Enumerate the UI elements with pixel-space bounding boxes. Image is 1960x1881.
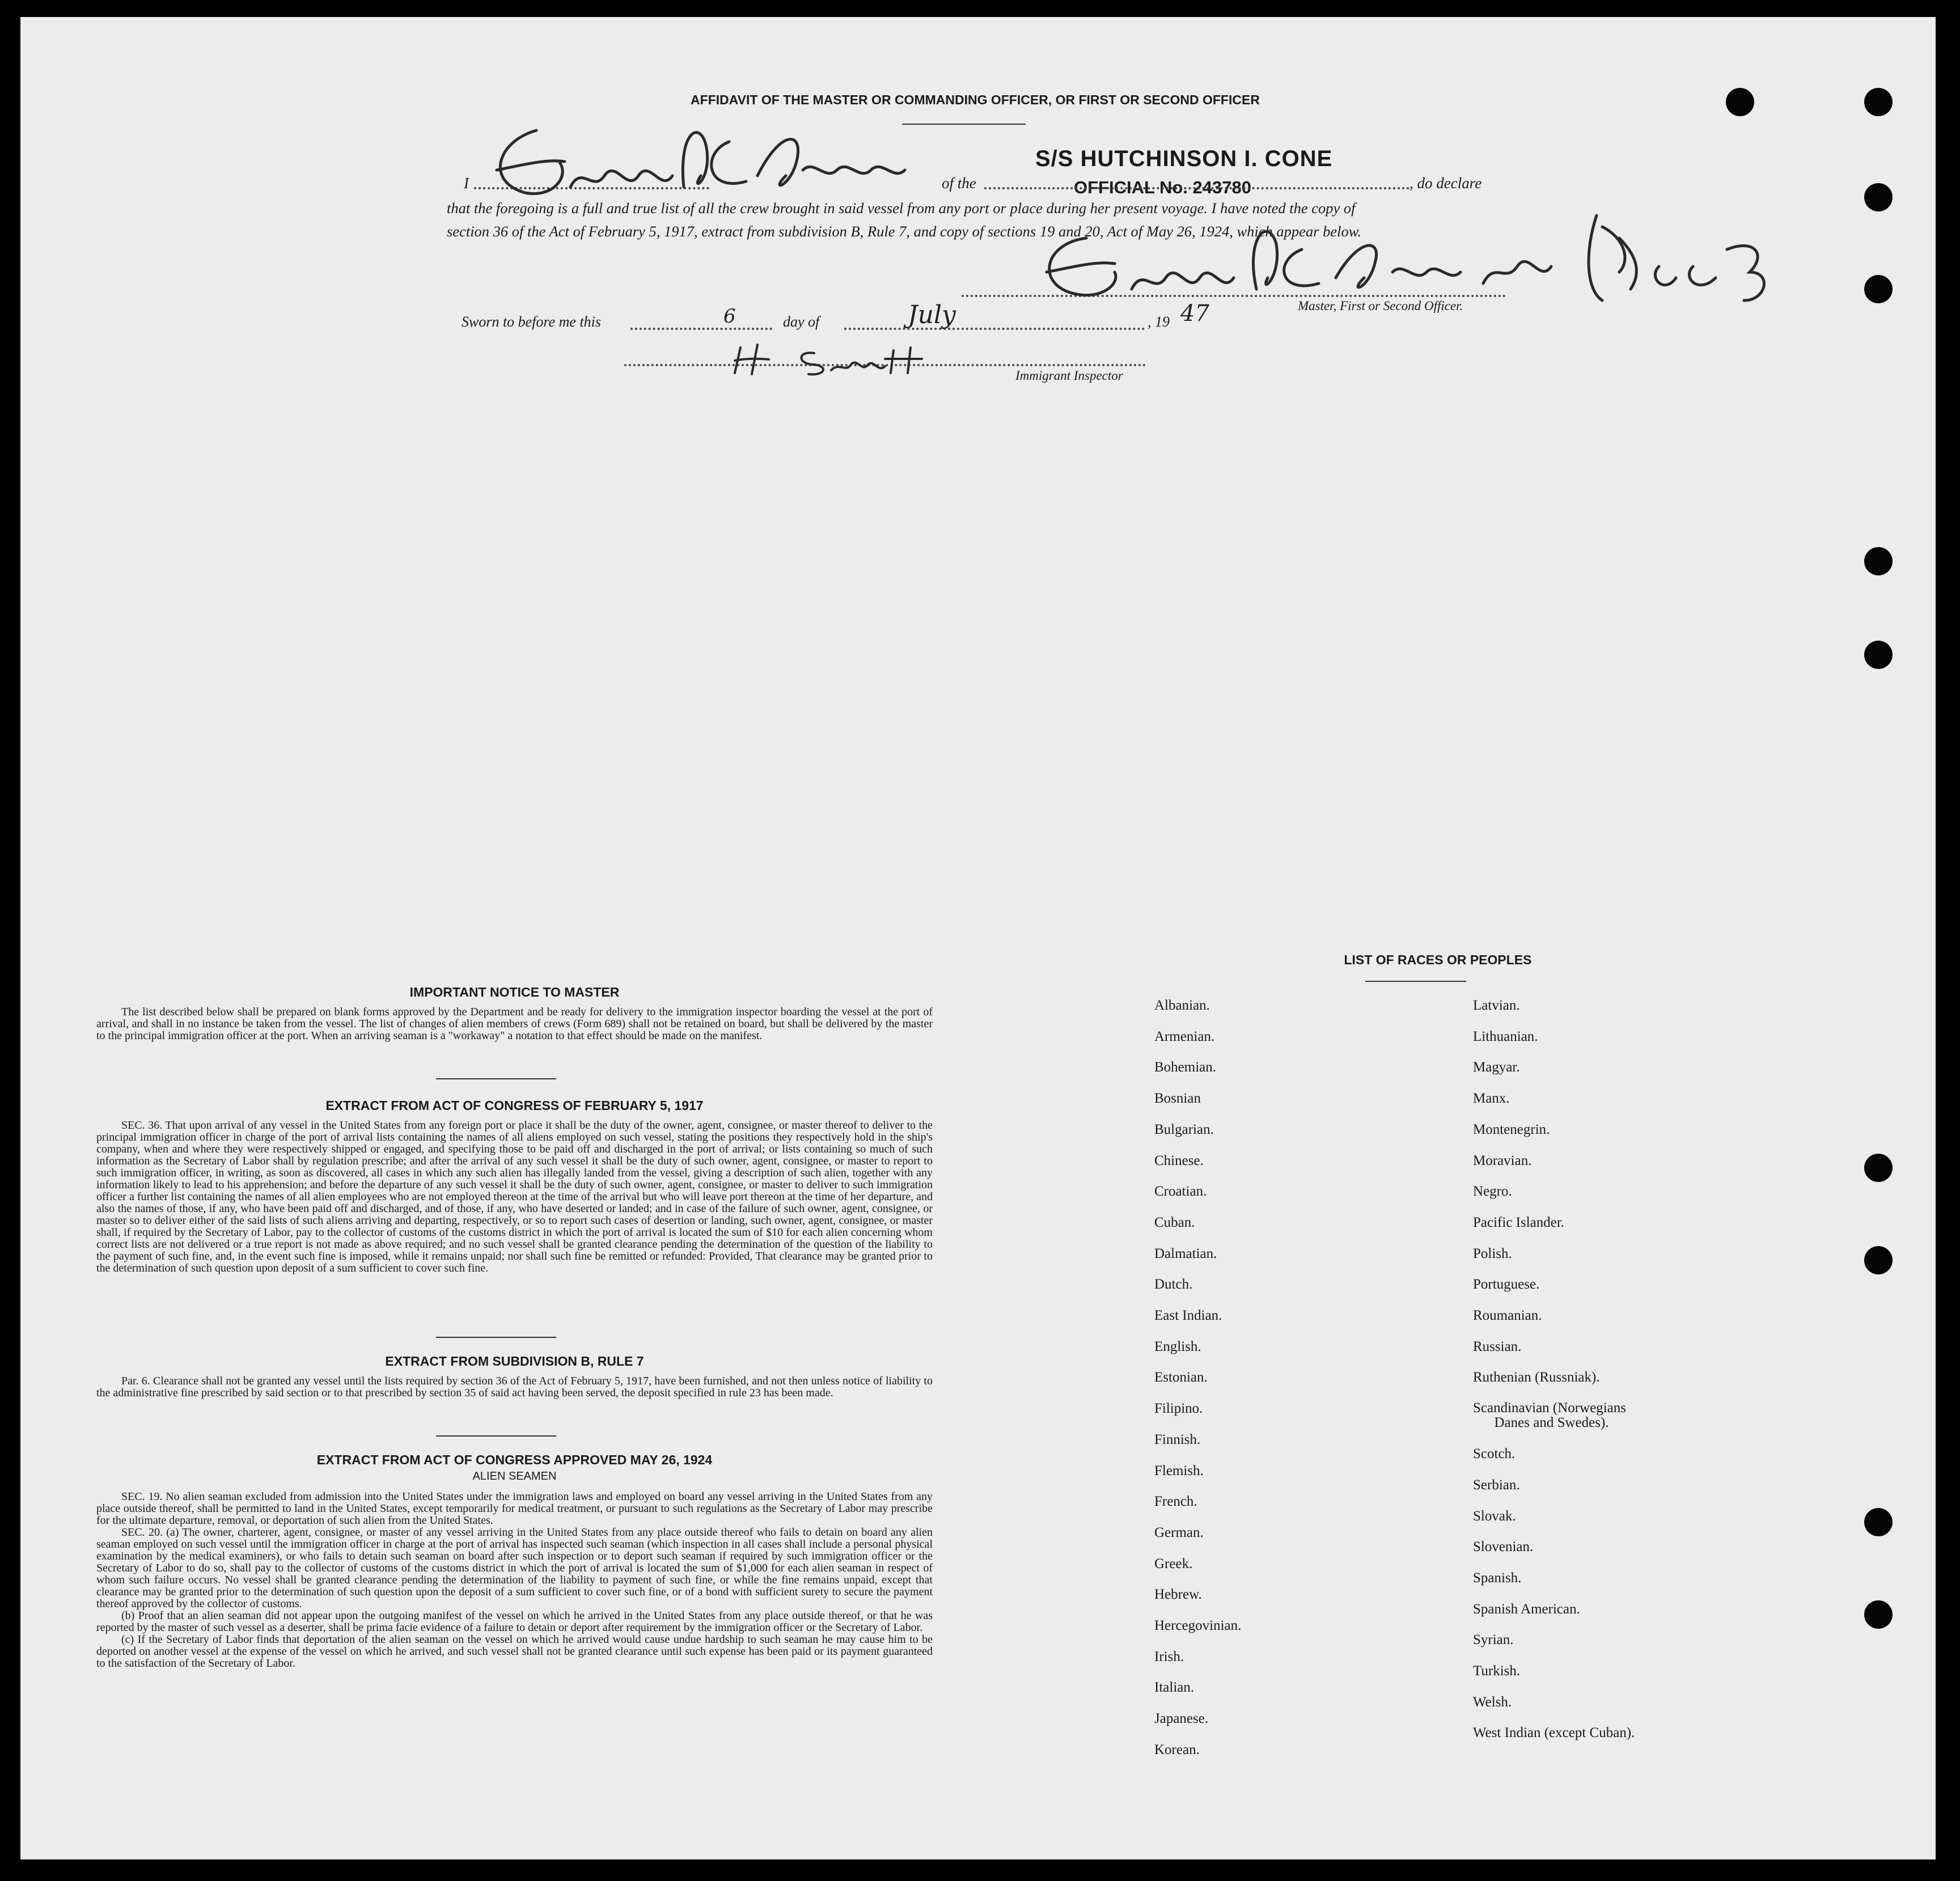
declaration-of-the: of the (942, 175, 976, 192)
divider (436, 1337, 556, 1338)
race-list-item: Russian. (1473, 1338, 1522, 1354)
race-list-item: Croatian. (1154, 1184, 1207, 1200)
race-list-item: Greek. (1154, 1556, 1193, 1571)
alien-seamen-subheading: ALIEN SEAMEN (472, 1470, 557, 1482)
race-list-item: Ruthenian (Russniak). (1473, 1370, 1600, 1386)
sworn-label: Sworn to before me this (462, 314, 602, 330)
race-list-item: Turkish. (1473, 1663, 1521, 1679)
race-list-item: Slovak. (1473, 1508, 1516, 1524)
race-list-item: Chinese. (1154, 1153, 1204, 1168)
extract-1917-body (96, 1120, 933, 1274)
race-list-item: Bosnian (1154, 1091, 1201, 1107)
race-list-item: French. (1154, 1494, 1197, 1510)
race-list-item: Hebrew. (1154, 1587, 1202, 1603)
race-list-item: Welsh. (1473, 1694, 1512, 1710)
race-list-item: Finnish. (1154, 1431, 1201, 1447)
race-list-item: Negro. (1473, 1184, 1512, 1200)
month-value: July (908, 300, 956, 329)
race-list-item: Portuguese. (1473, 1277, 1540, 1293)
race-list-item: Flemish. (1154, 1463, 1204, 1478)
inspector-label: Immigrant Inspector (1015, 368, 1123, 383)
race-list-item: Serbian. (1473, 1477, 1520, 1493)
day-fill-line (630, 328, 772, 330)
declaration-line-2: that the foregoing is a full and true list of all the crew brought in said vessel from any port or place during her present voyage. I have noted the copy of (447, 200, 1356, 217)
master-signature-handwriting (1018, 204, 1812, 312)
notice-body (96, 1006, 933, 1042)
race-list-item: Manx. (1473, 1091, 1510, 1107)
extract-1924-heading: EXTRACT FROM ACT OF CONGRESS APPROVED MAY 26, 1924 (316, 1452, 713, 1467)
race-list-item: West Indian (except Cuban). (1473, 1725, 1635, 1741)
race-list-item: Bulgarian. (1154, 1121, 1214, 1137)
declaration-do-declare: , do declare (1409, 175, 1482, 192)
race-list-item: Dutch. (1154, 1277, 1193, 1293)
year-value: 47 (1180, 300, 1209, 327)
race-list-item: Spanish American. (1473, 1601, 1580, 1617)
rule-7-body (96, 1375, 933, 1399)
race-list-item: Polish. (1473, 1245, 1512, 1261)
race-list-item: Italian. (1154, 1680, 1195, 1696)
race-list-item: Latvian. (1473, 998, 1520, 1013)
race-list-item: Pacific Islander. (1473, 1214, 1565, 1230)
notice-heading: IMPORTANT NOTICE TO MASTER (409, 985, 620, 999)
punch-hole (1864, 88, 1893, 116)
inspector-signature-handwriting (729, 339, 933, 379)
punch-hole (1726, 88, 1754, 116)
punch-hole (1864, 275, 1893, 303)
section-19-paragraph: SEC. 19. No alien seaman excluded from admission into the United States under the immigration laws and employed on board any vessel arriving in the United States from any place outside thereof, shall be permitted to land in the United States, except temporarily for medical treatment, or pursuant to such regulations as the Secretary of Labor may prescribe for the ultimate departure, removal, or deportation of such alien from the United States. (96, 1490, 933, 1527)
race-list-item: Scandinavian (Norwegians Danes and Swedes). (1473, 1400, 1627, 1431)
race-list-item: Estonian. (1154, 1370, 1208, 1386)
master-label: Master, First or Second Officer. (1298, 299, 1463, 313)
race-list-item: Albanian. (1154, 998, 1210, 1013)
race-list-item: Filipino. (1154, 1401, 1203, 1417)
race-list-item: Roumanian. (1473, 1308, 1542, 1323)
day-of-label: day of (783, 314, 820, 330)
race-list-item: German. (1154, 1524, 1204, 1540)
day-value: 6 (723, 305, 736, 328)
divider (1365, 981, 1466, 982)
extract-1917-heading: EXTRACT FROM ACT OF CONGRESS OF FEBRUARY 5, 1917 (325, 1098, 704, 1113)
divider (436, 1078, 556, 1079)
race-list-item: Bohemian. (1154, 1060, 1217, 1075)
section-20b-paragraph: (b) Proof that an alien seaman did not appear upon the outgoing manifest of the vessel on which he arrived in the United States from any place outside thereof, or that he was reported by the master of such vessel as a deserter, shall be prima facie evidence of a failure to detain or deport after requirement by the immigration officer or the Secretary of Labor. (96, 1609, 933, 1634)
punch-hole (1864, 1246, 1893, 1274)
divider (436, 1435, 556, 1437)
vessel-stamp: S/S HUTCHINSON I. CONE (1035, 146, 1333, 171)
document-page (20, 17, 1936, 1859)
race-list-item: Lithuanian. (1473, 1028, 1538, 1044)
paragraph-6: Par. 6. Clearance shall not be granted any vessel until the lists required by section 36 of the Act of February 5, 1917, have been furnished, and not then unless notice of liability to the administrative fine prescribed by said section or to that prescribed by section 35 of said act having been served, the deposit specified in rule 23 has been made. (96, 1375, 933, 1399)
race-list-item: Cuban. (1154, 1214, 1195, 1230)
punch-hole (1864, 1600, 1893, 1629)
race-list-item: English. (1154, 1338, 1201, 1354)
race-list-item: Dalmatian. (1154, 1245, 1217, 1261)
race-list-item: Korean. (1154, 1742, 1200, 1757)
rule-7-heading: EXTRACT FROM SUBDIVISION B, RULE 7 (385, 1354, 644, 1369)
punch-hole (1864, 1508, 1893, 1536)
official-number-stamp: OFFICIAL No. 243780 (1074, 177, 1251, 197)
punch-hole (1864, 641, 1893, 669)
declaration-i: I (464, 175, 469, 192)
race-list-item: Moravian. (1473, 1153, 1532, 1168)
race-list-item: Syrian. (1473, 1632, 1514, 1648)
master-signature-handwriting (463, 108, 1030, 215)
extract-1924-body (96, 1491, 933, 1670)
section-20a-paragraph: SEC. 20. (a) The owner, charterer, agent, consignee, or master of any vessel arriving in the United States from any place outside thereof who fails to detain on board any alien seaman employed on such vessel until the immigration officer in charge at the port of arrival has inspected such seaman (which inspection in all cases shall include a personal physical examination by the medical examiners), or who fails to detain such seaman on board after such inspection or to deport such seaman if required by such immigration officer or the Secretary of Labor to do so, shall pay to the collector of customs of the customs district in which the port of arrival is located the sum of $1,000 for each alien seaman in respect of whom such failure occurs. No vessel shall be granted clearance pending the determination of the liability to payment of such fine, or while the fine remains unpaid, except that clearance may be granted prior to the determination of such question upon the deposit of a sum sufficient to cover such fine, or of a bond with sufficient surety to secure the payment thereof approved by the collector of customs. (96, 1526, 933, 1610)
race-list-item: East Indian. (1154, 1308, 1222, 1323)
month-fill-line (844, 328, 1145, 330)
race-list-item: Hercegovinian. (1154, 1618, 1242, 1633)
punch-hole (1864, 547, 1893, 575)
race-list-item: Armenian. (1154, 1028, 1215, 1044)
notice-paragraph: The list described below shall be prepared on blank forms approved by the Department and be ready for delivery to the immigration inspector boarding the vessel at the port of arrival, and shall in no instance be taken from the vessel. The list of changes of alien members of crews (Form 689) shall not be retained on board, but shall be delivered by the master to the principal immigration officer at the port. When an arriving seaman is a "workaway" a notation to that effect should be made on the manifest. (96, 1006, 933, 1042)
races-heading: LIST OF RACES OR PEOPLES (1344, 952, 1532, 967)
race-list-item: Scotch. (1473, 1446, 1515, 1462)
punch-hole (1864, 183, 1893, 211)
section-20c-paragraph: (c) If the Secretary of Labor finds that deportation of the alien seaman on the vessel on which he arrived would cause undue hardship to such seaman he may cause him to be deported on another vessel at the expense of the vessel on which he arrived, and such vessel shall not be granted clearance until such expense has been paid or its payment guaranteed to the satisfaction of the Secretary of Labor. (96, 1633, 933, 1670)
declaration-line-3: section 36 of the Act of February 5, 1917, extract from subdivision B, Rule 7, and copy of sections 19 and 20, Act of May 26, 1924, which appear below. (447, 223, 1362, 240)
section-36-paragraph: SEC. 36. That upon arrival of any vessel in the United States from any foreign port or place it shall be the duty of the owner, agent, consignee, or master thereof to deliver to the principal immigration officer in charge of the port of arrival lists containing the names of all aliens employed on such vessel, stating the positions they respectively hold in the ship's company, when and where they were respectively shipped or engaged, and specifying those to be paid off and discharged in the port of arrival; or lists containing so much of such information as the Secretary of Labor shall by regulation prescribe; and after the arrival of any such vessel it shall be the duty of such owner, agent, consignee, or master to report to such immigration officer, in writing, as soon as discovered, all cases in which any such alien has illegally landed from the vessel, giving a description of such alien, together with any information likely to lead to his apprehension; and before the departure of any such vessel it shall be the duty of such owner, agent, consignee, or master to deliver to such immigration officer a further list containing the names of all alien employees who are not employed thereon at the time of the arrival but who will leave port thereon at the time of her departure, and also the names of those, if any, who have been paid off and discharged, and of those, if any, who have deserted or landed; and in case of the failure of such owner, agent, consignee, or master so to deliver either of the said lists of such aliens arriving and departing, respectively, or so to report such cases of desertion or landing, such owner, agent, consignee, or master shall, if required by the Secretary of Labor, pay to the collector of customs of the customs district in which the port of arrival is located the sum of $10 for each alien concerning whom correct lists are not delivered or a true report is not made as above required; and no such vessel shall be granted clearance pending the determination of the question of the liability to the payment of such fine, and, in the event such fine is imposed, while it remains unpaid; nor shall such fine be remitted or refunded: Provided, That clearance may be granted prior to the determination of such question upon deposit of a sum sufficient to cover such fine. (96, 1119, 933, 1274)
vessel-fill-line (984, 187, 1409, 189)
punch-hole (1864, 1154, 1893, 1182)
race-list-item: Japanese. (1154, 1711, 1209, 1727)
race-list-item: Spanish. (1473, 1570, 1522, 1586)
affidavit-title: AFFIDAVIT OF THE MASTER OR COMMANDING OFFICER, OR FIRST OR SECOND OFFICER (691, 92, 1260, 107)
race-list-item: Slovenian. (1473, 1539, 1534, 1555)
race-list-item: Irish. (1154, 1649, 1184, 1664)
race-list-item: Montenegrin. (1473, 1121, 1550, 1137)
race-list-item: Magyar. (1473, 1060, 1520, 1075)
year-prefix: , 19 (1148, 314, 1170, 330)
